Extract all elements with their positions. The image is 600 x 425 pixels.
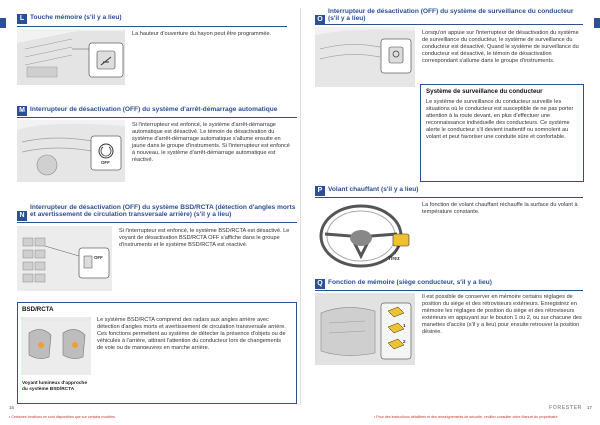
section-p-rule [315, 197, 583, 198]
driver-monitoring-info-box [420, 84, 584, 182]
heated-steering-wheel-illustration [315, 200, 415, 272]
section-m-text: Si l'interrupteur est enfoncé, le système d'arrêt-démarrage automatique est désactivé. Le témoin de désactivation du système d'arrêt-démarrage automatique s'allume ensuite en jaune dans le groupe d'instruments. Si l'interrupteur est enfoncé à nouveau, le système d'arrêt-démarrage automatique est réactivé. [132, 122, 290, 163]
memory-button-2-label: 2 [403, 339, 406, 344]
section-l-header [17, 14, 287, 24]
section-m-title: Interrupteur de désactivation (OFF) du système d'arrêt-démarrage automatique [30, 106, 278, 113]
driver-monitoring-switch-illustration [315, 27, 415, 87]
memory-seat-buttons-illustration [315, 293, 415, 365]
section-m-header [17, 106, 297, 116]
section-o-text: Lorsqu'on appuie sur l'interrupteur de désactivation du système de surveillance du conducteur, le système de surveillance du conducteur est désactivé. Quand le système de surveillance du conducteur est désactivé, le témoin de désactivation correspondant s'allume dans le groupe d'instruments. [422, 30, 579, 64]
mirror-indicator-illustration [21, 317, 91, 375]
section-q-rule [315, 290, 583, 291]
section-p-badge: P [315, 186, 325, 196]
section-o-title: Interrupteur de désactivation (OFF) du système de surveillance du conducteur (s'il y a lieu) [328, 8, 574, 23]
tailgate-switch-illustration [17, 29, 125, 85]
page-edge-tab-left [0, 18, 6, 28]
bsd-rcta-switch-illustration [17, 226, 112, 291]
section-n-rule [17, 222, 297, 223]
driver-monitoring-box-text: Le système de surveillance du conducteur surveille les situations où le conducteur est susceptible de ne pas porter attention à la route devant, en plus d'effectuer une reconnaissance individuelle des conducteurs. Ce système alerte le conducteur s'il devient inattentif ou somnolent au volant et peut favoriser une conduite sûre et confortable. [426, 99, 574, 140]
section-q-text: Il est possible de conserver en mémoire certains réglages de position du siège et des rétroviseurs extérieurs. Enregistrez en mémoire les réglages de position du siège et des rétroviseurs extérieurs en appuyant sur le bouton 1 ou 2, ou sur chacune des manettes d'accès (s'il y a lieu) pour ensuite retrouver la position désirée. [422, 294, 582, 335]
memory-button-1-label: 1 [403, 323, 406, 328]
section-n-text: Si l'interrupteur est enfoncé, le système BSD/RCTA est désactivé. Le voyant de désactivation BSD/RCTA OFF s'affiche dans le groupe d'instruments et le système BSD/RCTA est réactivé. [119, 228, 290, 248]
brand-name: FORESTER [548, 405, 582, 411]
page-gutter [300, 8, 301, 405]
left-page-number: 16 [9, 405, 15, 410]
section-l-rule [17, 26, 287, 27]
section-q-badge: Q [315, 279, 325, 289]
section-m-rule [17, 117, 297, 118]
section-q-header [315, 279, 585, 289]
section-l-text: La hauteur d'ouverture du hayon peut être programmée. [132, 31, 272, 37]
section-n-title: Interrupteur de désactivation (OFF) du système BSD/RCTA (détection d'angles morts et avertissement de circulation transversale arrière) (s'il y a lieu) [30, 204, 296, 219]
section-p-text: La fonction de volant chauffant réchauffe la surface du volant à température constante. [422, 202, 578, 215]
driver-monitoring-box-title: Système de surveillance du conducteur [426, 88, 543, 95]
bsd-rcta-box-text: Le système BSD/RCTA comprend des radars aux angles arrière avec détection d'angles morts et avertissement de circulation transversale arrière. Ces fonctions permettent au système de détecter la présence d'objets ou de véhicules à l'arrière, attirant l'attention du conducteur lors de changements de voie ou de manœuvres en marche arrière. [97, 317, 286, 351]
bsd-off-label: OFF [94, 255, 103, 260]
right-footer-note: • Pour des instructions détaillées et des renseignements de sécurité, veuillez consulter votre Manuel du propriétaire. [374, 415, 559, 419]
bsd-rcta-info-box [17, 302, 297, 404]
right-page-number: 17 [586, 405, 592, 410]
section-q-title: Fonction de mémoire (siège conducteur, s'il y a lieu) [328, 279, 492, 286]
section-o-badge: O [315, 15, 325, 25]
stop-start-switch-illustration [17, 120, 125, 182]
stop-start-off-label: OFF [101, 160, 110, 165]
bsd-rcta-caption: Voyant lumineux d'approche du système BSD/RCTA [22, 381, 88, 392]
section-p-header [315, 186, 585, 196]
section-l-title: Touche mémoire (s'il y a lieu) [30, 14, 122, 21]
section-m-badge: M [17, 106, 27, 116]
section-o-rule [315, 24, 583, 25]
left-footer-note: • Certaines fonctions ne sont disponibles que sur certains modèles. [9, 415, 116, 419]
pull-label: Tirez [388, 256, 400, 262]
section-p-title: Volant chauffant (s'il y a lieu) [328, 186, 419, 193]
section-n-badge: N [17, 211, 27, 221]
section-n-header [17, 204, 297, 221]
section-o-header [315, 8, 585, 25]
section-l-badge: L [17, 14, 27, 24]
page-edge-tab-right [594, 18, 600, 28]
bsd-rcta-box-title: BSD/RCTA [22, 306, 54, 313]
